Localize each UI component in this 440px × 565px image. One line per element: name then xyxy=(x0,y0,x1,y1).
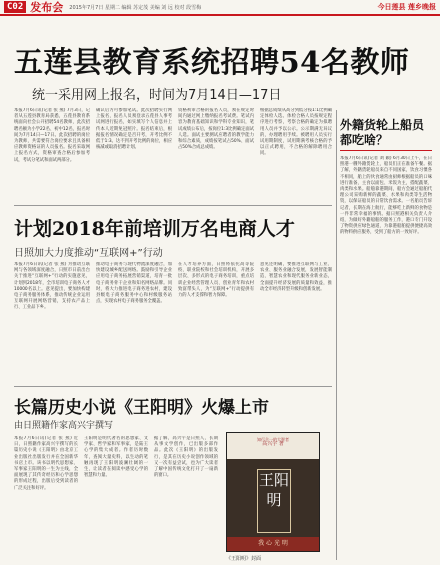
ecommerce-column-2: 推动电子商务与现代物流深度融合，加快建设城乡配送网络。鼓励和引导企业应用电子商务拓展营销渠道，培育一批电子商务骨干企业和知名网络品牌。同时，将大力推进电子商务进农村，建设县级电子商务服务中心和村级服务站点，实现农村电子商务服务全覆盖。 xyxy=(96,262,172,305)
lead-column-2: 确认后方可参加笔试。此次招聘实行网上报名，报名人员须登录五莲县人事考试网进行报名，如实填写个人信息并上传本人近期免冠照片。报名结束后，根据报名情况确定是否开考，开考比例不低于1:3。达不到开考比例的岗位，相应核减或取消招聘计划。 xyxy=(96,108,172,151)
newspaper-brand: 今日莲县 莲乡晚报 xyxy=(377,3,436,11)
book-cover-caption: 《王阳明》封面 xyxy=(226,556,262,562)
novel-column-2: 王阳明是明代著名的思想家、文学家、哲学家和军事家，是陆王心学的集大成者。作者历时数年，查阅大量史料，以生动的笔触再现了王阳明波澜壮阔的一生，让读者在阅读中感受心学的智慧和力量。 xyxy=(84,436,148,479)
divider xyxy=(14,205,332,206)
section-name: 发布会 xyxy=(30,1,64,14)
lead-subheadline: 统一采用网上报名，时间为7月14日—17日 xyxy=(32,88,282,103)
novel-column-1: 本报7月6日讯(记者 张 燕) 近日，日照籍作家高兴宇撰写的长篇历史小说《王阳明》由北京工业出版社出版发行并在全国新华书店上市。该书以明代思想家、军事家王阳明的一生为主线，全面展现了其传奇经历和心学思想的形成过程，出版后受到读者的广泛关注和好评。 xyxy=(14,436,78,491)
ecommerce-column-3: 在人才培养方面，日照将依托高等院校、职业院校和社会培训机构，开展多层次、多形式的电子商务培训，重点培训企业经营管理人员、创业青年和农村致富带头人，为“互联网+”行动提供有力的人才支撑和智力保障。 xyxy=(178,262,254,299)
column-divider xyxy=(336,110,337,560)
side-divider xyxy=(340,150,432,151)
book-cover-image xyxy=(226,432,320,552)
lead-column-3: 资格初审合格的报名人员，须在规定时间内通过网上缴纳报名考试费。笔试内容为教育基础知识和学科专业知识，笔试成绩公布后，按岗位1:3比例确定面试人选。面试主要测试应聘者的教学能力和综合素质，成绩按笔试占50%、面试占50%合成总成绩。 xyxy=(178,108,254,151)
book-cover-bottom: 我 心 光 明 xyxy=(227,537,319,551)
side-headline: 外籍货轮上船员都吃啥？ xyxy=(340,118,425,147)
issue-meta: 2015年7月7日 星期二 编辑 苏定茂 美编 刘 远 校对 段雪梅 xyxy=(69,4,202,11)
ecommerce-column-1: 本报7月6日讯(记者 张 燕) 为推动互联网与各领域深度融合，日照市日前出台关于推进“互联网+”行动的实施意见，计划到2018年，全市培训电子商务人才10000名以上。意见提出，要加快构建电子商务服务体系，推动传统企业运用互联网开展网络营销，支持农产品上行、工业品下乡。 xyxy=(14,262,90,311)
ecommerce-subheadline: 日照加大力度推动“互联网+”行动 xyxy=(14,248,163,259)
page-number: C02 xyxy=(4,1,26,13)
lead-column-4: 根据总成绩从高分到低分按1:1比例确定体检人选。体检合格人员按规定程序进行考察，考察合格的确定为拟聘用人员并予以公示。公示期满无异议的，办理聘用手续。被聘用人员实行试用期制度，试用期满考核合格的予以正式聘用，不合格的解除聘用合同。 xyxy=(260,108,332,157)
book-cover-title: 王阳明 xyxy=(257,469,291,533)
novel-headline: 长篇历史小说《王阳明》火爆上市 xyxy=(14,398,269,418)
ecommerce-column-4: 意见还明确，要推进互联网与工业、农业、服务业融合发展，发展智能制造、智慧农业和现代服务业新业态，全面提升经济发展的质量和效益，推动全市经济转型升级和创新发展。 xyxy=(260,262,332,292)
lead-column-1: 本报7月6日讯(记者 张 燕) 7月3日，记者从五莲县教育局获悉，五莲县教育系统面向社会公开招聘54名教师，此次招聘名额为小学22名、初中12名，报名时间为7月14日—17日。此次招聘的岗位为教师，共需要符合岗位要求且具备相应教师资格证的人员报名。报名采取网上报名方式，资格审查合格后参加考试，考试分笔试和面试两部分。 xyxy=(14,108,90,163)
book-cover-author: 高兴宇 著 xyxy=(262,441,284,447)
side-column: 本报7月6日讯(记者 刘 颖) 6月30日上午，在日照港一艘外籍货轮上，船员们正在准备午餐。据了解，外籍货轮船员来自不同国家，饮食习惯各不相同，船上的伙食通常由厨师根据船员的口味进行准备，主食以面包、米饭为主，搭配蔬菜、肉类和水果。船舶靠港期间，船方会通过船舶代理公司采购新鲜的蔬菜、水果和肉类等生活物资，以保证船员的日常饮食需求。一名船员告诉记者，长期在海上航行，能够吃上新鲜的食物是一件非常幸福的事情。据日照港相关负责人介绍，为做好外籍船舶的服务工作，港口专门开设了物资供应绿色通道，为靠港船舶提供便捷高效的物料供应服务，受到了船方的一致好评。 xyxy=(340,156,432,236)
lead-headline: 五莲县教育系统招聘54名教师 xyxy=(14,45,410,79)
novel-column-3: 据了解，高兴宇是日照人，长期从事文学创作，已出版多部作品。此次《王阳明》的出版发行，是其在历史小说创作领域的又一次有益尝试，也为广大读者了解中国传统文化打开了一扇新的窗口。 xyxy=(154,436,218,479)
book-cover-top-text: 知行合一的大智者 xyxy=(257,437,289,442)
book-cover-tagline xyxy=(227,433,319,459)
ecommerce-headline: 计划2018年前培训万名电商人才 xyxy=(14,218,295,240)
page-header xyxy=(0,0,440,16)
novel-subheadline: 由日照籍作家高兴宇撰写 xyxy=(14,421,114,431)
divider xyxy=(14,386,332,387)
